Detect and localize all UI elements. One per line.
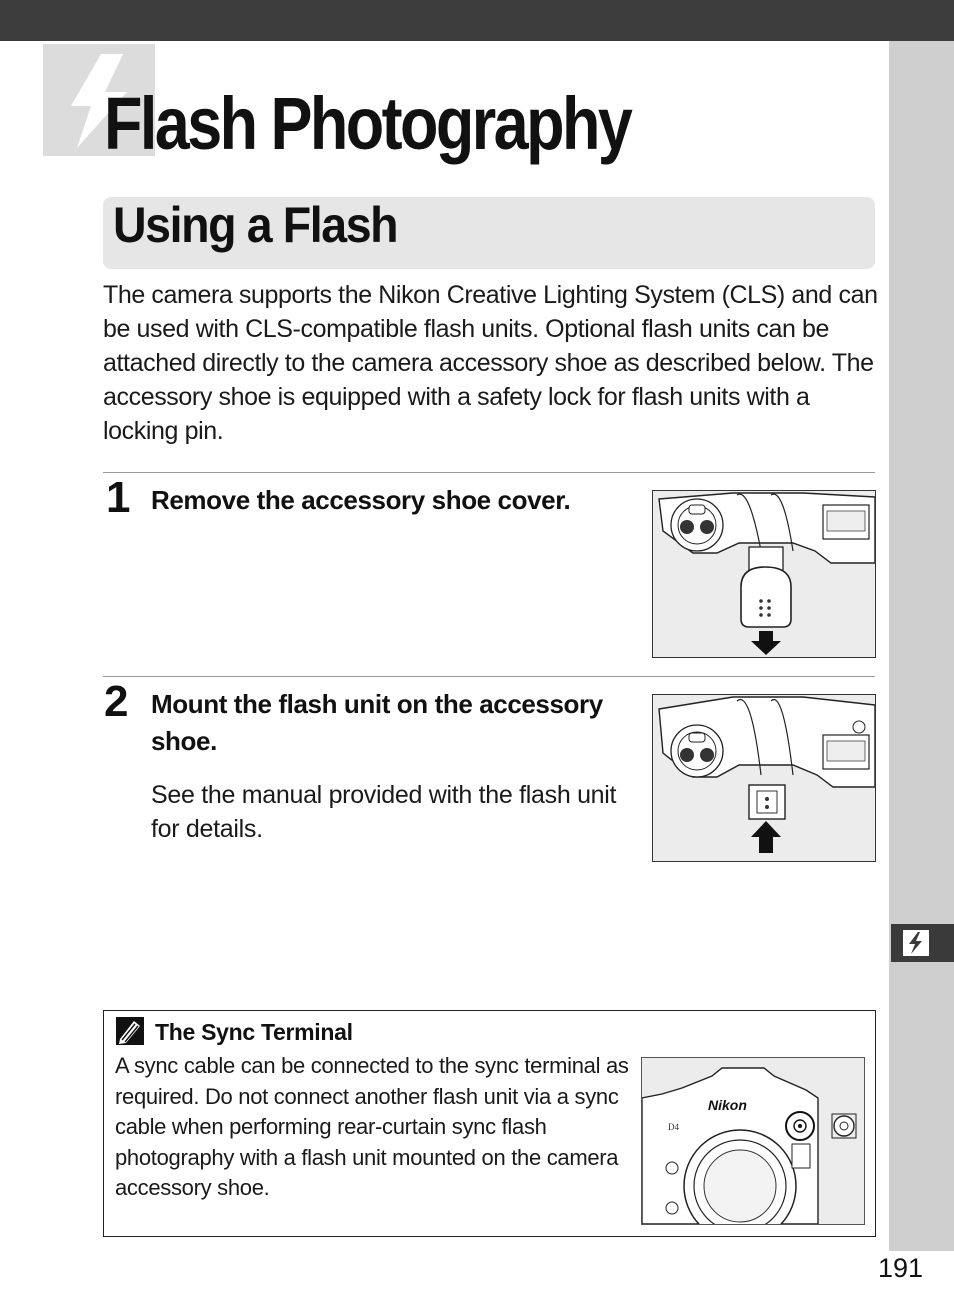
intro-paragraph: The camera supports the Nikon Creative Lighting System (CLS) and can be used with CLS-compatible flash units. Optional flash units can be attached directly to the camera accessory shoe as described below. The accessory shoe is equipped with a safety lock for flash units with a locking pin. [103,281,878,445]
camera-brand-label: Nikon [708,1097,747,1113]
pencil-note-icon [116,1017,144,1045]
note-title: The Sync Terminal [155,1019,353,1045]
camera-top-shoe-cover-removal-icon [653,491,875,657]
step-2-illustration [652,694,876,862]
note-body: A sync cable can be connected to the sync terminal as required. Do not connect another flash unit via a sync cable when performing rear-curtain sync flash photography with a flash unit mounted on the camera accessory shoe. [115,1053,629,1200]
step-1-illustration [652,490,876,658]
camera-top-flash-mount-icon [653,695,875,861]
chapter-title: Flash Photography [104,82,631,165]
flash-bolt-tab-icon [900,928,944,958]
note-illustration [641,1057,865,1225]
step-2-title: Mount the flash unit on the accessory shoe. [151,689,603,756]
note-box-sync-terminal [103,1010,876,1237]
step-1-number: 1 [106,473,131,522]
step-2-number: 2 [104,677,129,726]
side-index-strip [889,41,954,1251]
step-1-title: Remove the accessory shoe cover. [151,485,571,515]
top-bar [0,0,954,41]
camera-front-sync-terminal-icon [642,1058,864,1224]
step-2-body: See the manual provided with the flash unit for details. [151,781,617,843]
chapter-index-tab[interactable] [891,924,954,962]
camera-model-label: D4 [668,1122,679,1132]
page-number: 191 [878,1253,924,1283]
section-title: Using a Flash [113,197,398,253]
step-divider [103,472,875,473]
step-divider [103,676,875,677]
